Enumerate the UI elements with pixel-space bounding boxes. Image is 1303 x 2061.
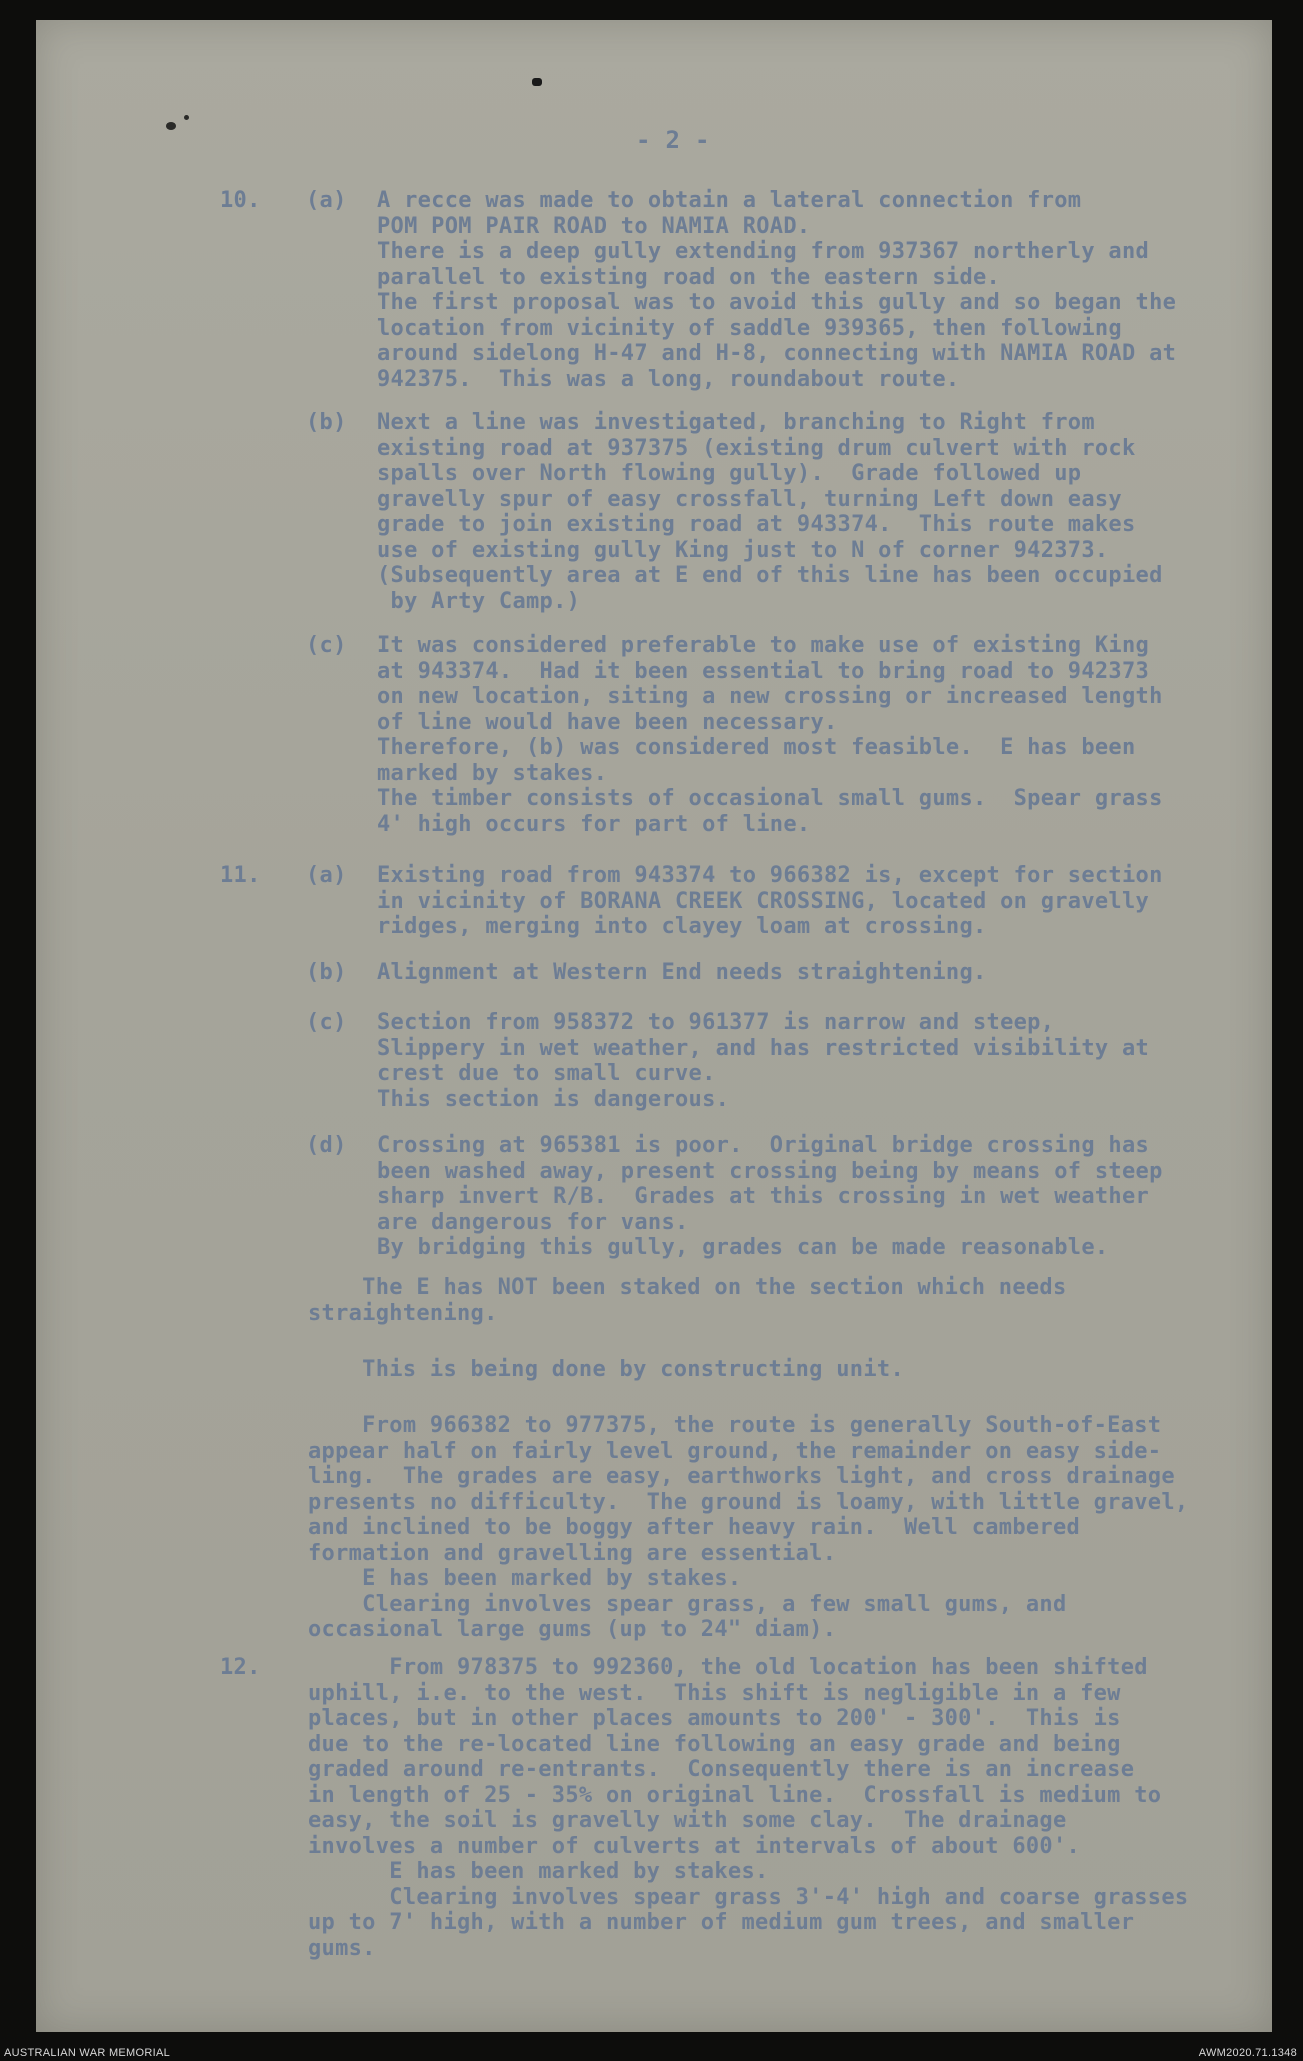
footer-record-id: AWM2020.71.1348 [1198, 2047, 1297, 2059]
para-11c-text: Section from 958372 to 961377 is narrow and steep, Slippery in wet weather, and has restricted visibility at crest due to small curve. This section is dangerous. [377, 1010, 1150, 1112]
para-10c-label: (c) [306, 633, 347, 658]
para-11d-text: Crossing at 965381 is poor. Original bridge crossing has been washed away, present crossing being by means of steep sharp invert R/B. Grades at this crossing in wet weather are dangerous for vans. By bridging this gully, grades can be made reasonable. [377, 1133, 1163, 1260]
document-page [36, 20, 1272, 2032]
para-10b-text: Next a line was investigated, branching to Right from existing road at 937375 (existing drum culvert with rock spalls over North flowing gully). Grade followed up gravelly spur of easy crossfall, turning Left down easy grade to join existing road at 943374. This route makes use of existing gully King just to N of corner 942373. (Subsequently area at E end of this line has been occupied by Arty Camp.) [377, 410, 1163, 614]
para-11-route-description: From 966382 to 977375, the route is generally South-of-East appear half on fairly level ground, the remainder on easy side- ling. The grades are easy, earthworks light, and cross drainage presents no difficulty. The ground is loamy, with little gravel, and inclined to be boggy after heavy rain. Well cambered formation and gravelling are essential. E has been marked by stakes. Clearing involves spear grass, a few small gums, and occasional large gums (up to 24" diam). [308, 1413, 1189, 1642]
ink-blot [166, 122, 176, 130]
para-11b-text: Alignment at Western End needs straightening. [377, 960, 987, 985]
para-11-note-staked: The E has NOT been staked on the section which needs straightening. [308, 1275, 1067, 1326]
para-10c-text: It was considered preferable to make use of existing King at 943374. Had it been essential to bring road to 942373 on new location, siting a new crossing or increased length of line would have been necessary. Therefore, (b) was considered most feasible. E has been marked by stakes. The timber consists of occasional small gums. Spear grass 4' high occurs for part of line. [377, 633, 1163, 837]
para-10a-label: (a) [306, 188, 347, 213]
para-10-number: 10. [220, 188, 261, 213]
para-11b-label: (b) [306, 960, 347, 985]
para-11a-label: (a) [306, 863, 347, 888]
para-11c-label: (c) [306, 1010, 347, 1035]
para-10b-label: (b) [306, 410, 347, 435]
para-12-number: 12. [220, 1655, 261, 1680]
para-11d-label: (d) [306, 1133, 347, 1158]
punch-hole [532, 78, 542, 86]
para-11-number: 11. [220, 863, 261, 888]
footer-institution: AUSTRALIAN WAR MEMORIAL [4, 2047, 171, 2059]
para-12-text: From 978375 to 992360, the old location has been shifted uphill, i.e. to the west. This shift is negligible in a few places, but in other places amounts to 200' - 300'. This is due to the re-located line following an easy grade and being graded around re-entrants. Consequently there is an increase in length of 25 - 35% on original line. Crossfall is medium to easy, the soil is gravelly with some clay. The drainage involves a number of culverts at intervals of about 600'. E has been marked by stakes. Clearing involves spear grass 3'-4' high and coarse grasses up to 7' high, with a number of medium gum trees, and smaller gums. [308, 1655, 1189, 1961]
para-11a-text: Existing road from 943374 to 966382 is, except for section in vicinity of BORANA CREEK CROSSING, located on gravelly ridges, merging into clayey loam at crossing. [377, 863, 1163, 939]
page-number: - 2 - [636, 126, 710, 154]
ink-blot [184, 115, 189, 120]
para-11-note-constructing: This is being done by constructing unit. [308, 1357, 904, 1382]
para-10a-text: A recce was made to obtain a lateral connection from POM POM PAIR ROAD to NAMIA ROAD. There is a deep gully extending from 937367 northerly and parallel to existing road on the eastern side. The first proposal was to avoid this gully and so began the location from vicinity of saddle 939365, then following around sidelong H-47 and H-8, connecting with NAMIA ROAD at 942375. This was a long, roundabout route. [377, 188, 1177, 392]
